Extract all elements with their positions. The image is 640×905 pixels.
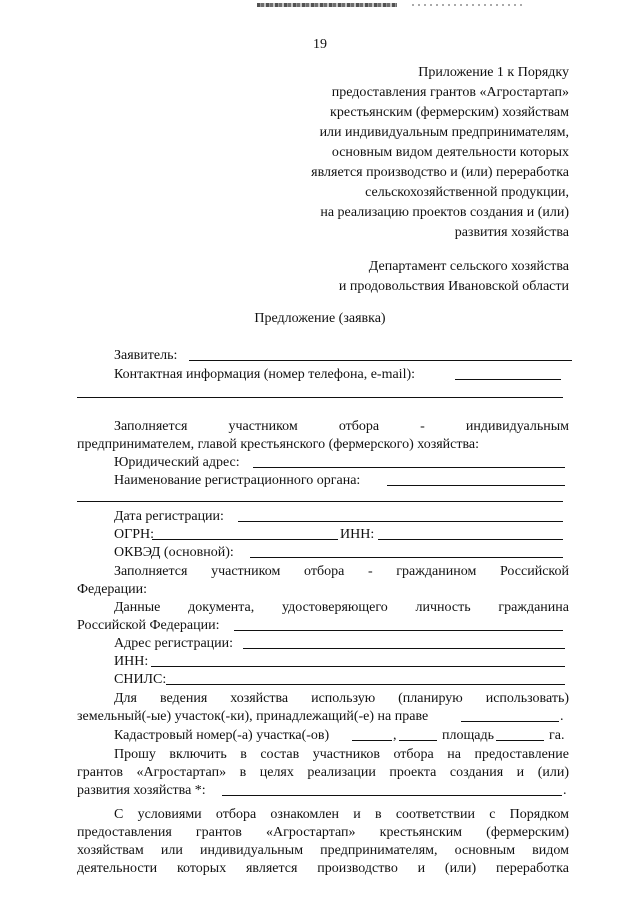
okved-field[interactable] <box>250 557 563 558</box>
scan-artifact-faint <box>412 4 522 6</box>
id-doc-label: Данные документа, удостоверяющего личность гражданина <box>114 600 569 615</box>
area-label: площадь <box>442 728 494 743</box>
reg-body-label: Наименование регистрационного органа: <box>114 473 361 488</box>
contact-field[interactable] <box>455 379 561 380</box>
ogrn-label: ОГРН: <box>114 527 154 542</box>
legal-address-label: Юридический адрес: <box>114 455 240 470</box>
cadastral-field-2[interactable] <box>399 740 437 741</box>
appendix-line: Приложение 1 к Порядку <box>418 65 569 80</box>
id-doc-label-cont: Российской Федерации: <box>77 618 220 633</box>
appendix-line: развития хозяйства <box>454 225 569 240</box>
land-period: . <box>560 709 564 724</box>
addressee-line: и продовольствия Ивановской области <box>338 279 569 294</box>
land-right-field[interactable] <box>461 721 559 722</box>
applicant-field[interactable] <box>189 360 572 361</box>
appendix-line: предоставления грантов «Агростартап» <box>331 85 569 100</box>
citizen-intro: Заполняется участником отбора - гражданином Российской <box>114 564 569 579</box>
reg-date-label: Дата регистрации: <box>114 509 224 524</box>
appendix-line: сельскохозяйственной продукции, <box>365 185 569 200</box>
reg-body-field[interactable] <box>387 485 565 486</box>
entity-intro-cont: предпринимателем, главой крестьянского (фермерского) хозяйства: <box>77 437 480 452</box>
page-number: 19 <box>313 37 327 52</box>
request-period: . <box>563 783 567 798</box>
consent-text: С условиями отбора ознакомлен и в соответствии с Порядком <box>114 807 569 822</box>
ogrn-field[interactable] <box>152 539 338 540</box>
request-text-cont: грантов «Агростартап» в целях реализации проекта создания и (или) <box>77 765 569 780</box>
reg-address-label: Адрес регистрации: <box>114 636 234 651</box>
project-field[interactable] <box>222 795 562 796</box>
legal-address-field[interactable] <box>253 467 565 468</box>
inn-field[interactable] <box>378 539 563 540</box>
entity-intro: Заполняется участником отбора - индивидуальным <box>114 419 569 434</box>
snils-label: СНИЛС: <box>114 672 167 687</box>
consent-text-cont: предоставления грантов «Агростартап» крестьянским (фермерским) <box>77 825 569 840</box>
request-text-end: развития хозяйства *: <box>77 783 206 798</box>
request-text: Прошу включить в состав участников отбора на предоставление <box>114 747 569 762</box>
area-field[interactable] <box>496 740 544 741</box>
cadastral-label: Кадастровый номер(-а) участка(-ов) <box>114 728 330 743</box>
reg-address-field[interactable] <box>243 648 565 649</box>
consent-text-cont: хозяйствам или индивидуальным предпринимателям, основным видом <box>77 843 569 858</box>
citizen-intro-cont: Федерации: <box>77 582 148 597</box>
contact-field-extra[interactable] <box>77 397 563 398</box>
hectare-label: га. <box>549 728 565 743</box>
inn-label: ИНН: <box>340 527 375 542</box>
cadastral-comma: , <box>393 728 397 743</box>
inn2-label: ИНН: <box>114 654 149 669</box>
appendix-line: на реализацию проектов создания и (или) <box>320 205 569 220</box>
cadastral-field[interactable] <box>352 740 392 741</box>
id-doc-field[interactable] <box>234 630 563 631</box>
form-title: Предложение (заявка) <box>254 311 386 326</box>
consent-text-cont: деятельности которых является производство и (или) переработка <box>77 861 569 876</box>
reg-date-field[interactable] <box>238 521 563 522</box>
scan-artifact <box>257 3 397 7</box>
land-label-cont: земельный(-ые) участок(-ки), принадлежащий(-е) на праве <box>77 709 429 724</box>
appendix-line: или индивидуальным предпринимателям, <box>319 125 569 140</box>
appendix-line: основным видом деятельности которых <box>331 145 569 160</box>
appendix-line: крестьянским (фермерским) хозяйствам <box>330 105 569 120</box>
land-label: Для ведения хозяйства использую (планирую использовать) <box>114 691 569 706</box>
appendix-line: является производство и (или) переработка <box>311 165 569 180</box>
reg-body-field-extra[interactable] <box>77 501 563 502</box>
inn2-field[interactable] <box>151 666 565 667</box>
applicant-label: Заявитель: <box>114 348 178 363</box>
okved-label: ОКВЭД (основной): <box>114 545 234 560</box>
contact-label: Контактная информация (номер телефона, e-mail): <box>114 367 416 382</box>
snils-field[interactable] <box>166 684 565 685</box>
addressee-line: Департамент сельского хозяйства <box>368 259 569 274</box>
